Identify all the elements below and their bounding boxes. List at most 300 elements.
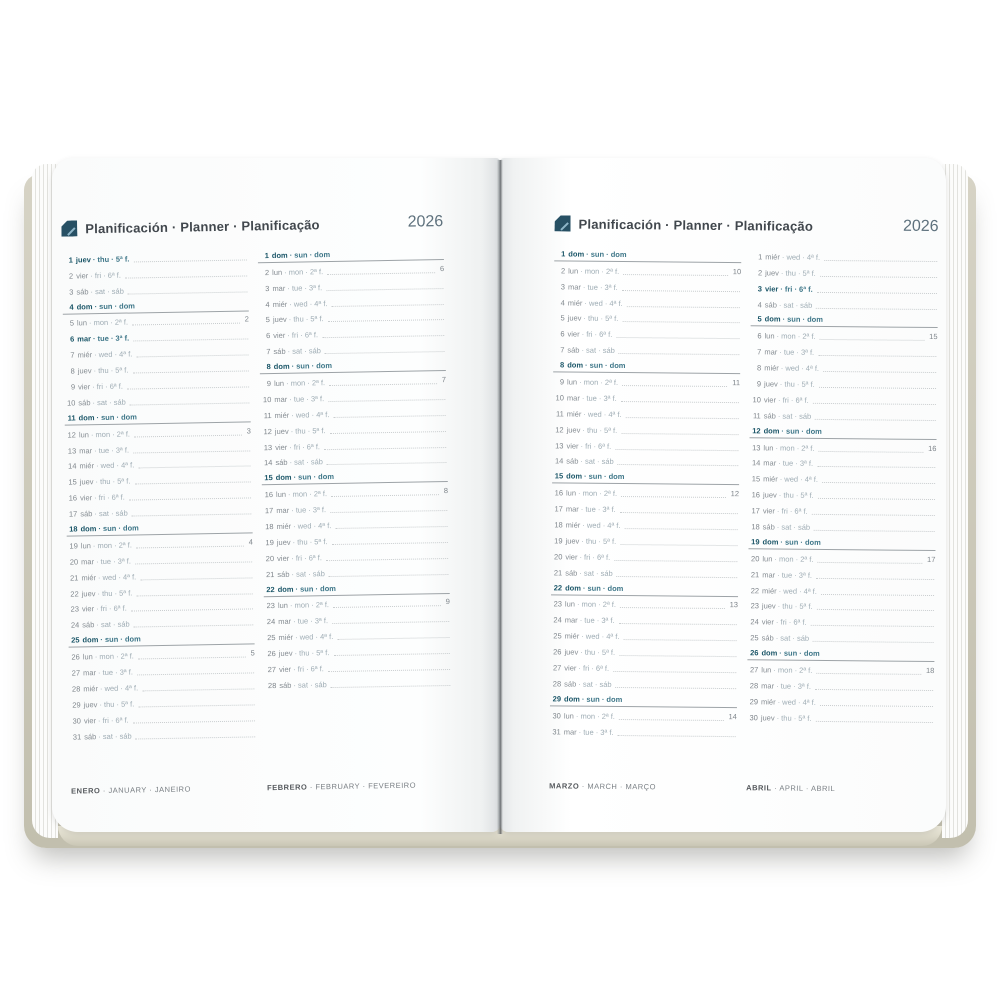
ruled-line — [624, 528, 737, 530]
day-row — [551, 547, 738, 565]
day-number: 28 — [267, 680, 277, 691]
day-number: 13 — [752, 442, 761, 452]
day-name-en-pt: · fri · 6ª f. — [95, 604, 127, 614]
day-name-es: lun — [272, 267, 283, 277]
ruled-line — [622, 290, 740, 292]
day-name-es: sáb — [84, 731, 97, 741]
day-name-es: dom — [761, 648, 778, 658]
week-number: 3 — [246, 426, 251, 436]
day-name-es: juev — [565, 536, 580, 546]
ruled-line — [133, 259, 246, 262]
day-name-es: juev — [761, 601, 776, 611]
ruled-line — [333, 606, 441, 609]
day-name-es: miér — [765, 252, 780, 262]
day-number: 12 — [263, 426, 272, 436]
month-name-es: MARZO — [549, 781, 580, 791]
day-number: 28 — [552, 679, 562, 689]
ruled-line — [332, 621, 449, 624]
day-number: 28 — [749, 681, 759, 691]
ruled-line — [138, 704, 254, 707]
page-title: Planificación · Planner · Planificação — [578, 216, 814, 234]
day-number: 27 — [267, 665, 277, 675]
day-number: 24 — [70, 620, 80, 630]
day-number: 9 — [559, 377, 565, 387]
day-name-es: mar — [272, 283, 286, 293]
ruled-line — [139, 307, 248, 309]
month-footer — [746, 783, 835, 793]
ruled-line — [132, 323, 240, 326]
day-row — [553, 341, 740, 359]
year-label: 2026 — [407, 213, 444, 231]
day-name-es: mar — [564, 615, 578, 625]
day-name-en-pt: · sun · dom — [781, 426, 822, 436]
ruled-line — [125, 275, 247, 278]
ruled-line — [627, 306, 740, 308]
month-footer — [549, 781, 656, 791]
day-number: 6 — [70, 334, 75, 344]
ruled-line — [327, 462, 447, 465]
day-name-es: lun — [80, 541, 91, 551]
day-number: 6 — [757, 331, 762, 341]
day-number: 14 — [554, 456, 564, 466]
week-number: 6 — [439, 263, 445, 273]
day-name-en-pt: · fri · 6ª f. — [777, 395, 809, 405]
day-name-es: juev — [79, 477, 94, 487]
day-number: 8 — [757, 363, 762, 373]
ruled-line — [620, 512, 738, 514]
day-name-en-pt: · sun · dom — [94, 300, 136, 311]
day-row — [552, 515, 739, 533]
month-column-february — [258, 244, 454, 807]
ruled-line — [616, 687, 737, 689]
day-name-en-pt: · fri · 6ª f. — [287, 330, 319, 341]
ruled-line — [330, 431, 446, 434]
day-row — [554, 245, 741, 263]
day-row — [750, 343, 937, 361]
day-name-es: juev — [274, 426, 289, 436]
day-number: 18 — [265, 522, 274, 532]
ruled-line — [333, 653, 449, 656]
ruled-line — [817, 466, 935, 468]
day-name-es: dom — [762, 537, 779, 547]
day-name-en-pt: · tue · 3ª f. — [580, 504, 616, 515]
ruled-line — [812, 514, 935, 516]
day-row — [551, 531, 738, 549]
day-name-en-pt: · fri · 6ª f. — [291, 553, 322, 563]
day-name-en-pt: · thu · 5ª f. — [93, 365, 129, 376]
day-number: 29 — [749, 697, 759, 707]
ruled-line — [329, 383, 437, 386]
day-name-en-pt: · thu · 5ª f. — [780, 268, 816, 278]
day-number: 10 — [752, 395, 761, 405]
week-number: 9 — [445, 597, 450, 607]
day-rows — [62, 247, 257, 743]
day-name-es: sáb — [565, 568, 578, 578]
day-number: 2 — [264, 267, 270, 277]
day-name-en-pt: · thu · 5ª f. — [776, 713, 812, 723]
ruled-line — [619, 655, 736, 657]
day-row — [749, 501, 936, 519]
day-name-en-pt: · fri · 6ª f. — [94, 492, 125, 503]
ruled-line — [330, 510, 447, 513]
day-name-en-pt: · mon · 2ª f. — [774, 554, 814, 564]
day-name-es: juev — [564, 647, 579, 657]
book-gutter-shadow — [497, 160, 503, 834]
day-name-en-pt: · mon · 2ª f. — [773, 665, 813, 675]
ruled-line — [619, 719, 724, 721]
month-column-april — [746, 247, 938, 809]
ruled-line — [621, 401, 739, 403]
day-name-en-pt: · thu · 5ª f. — [290, 425, 326, 436]
day-name-es: lun — [565, 488, 577, 498]
day-number: 21 — [265, 569, 275, 579]
day-name-es: dom — [78, 412, 95, 423]
day-name-en-pt: · tue · 3ª f. — [291, 505, 327, 515]
day-row — [750, 390, 937, 408]
ruled-line — [817, 562, 922, 564]
day-row — [550, 722, 737, 740]
day-number: 16 — [751, 490, 761, 500]
day-name-en-pt: · wed · 4ª f. — [99, 683, 139, 694]
month-name-es: ABRIL — [746, 783, 772, 793]
day-name-es: dom — [566, 471, 583, 482]
day-number: 6 — [560, 329, 565, 339]
ruled-line — [814, 530, 935, 532]
day-name-es: vier — [565, 552, 578, 562]
day-name-es: dom — [273, 361, 290, 372]
day-name-en-pt: · fri · 6ª f. — [293, 664, 324, 674]
day-name-es: dom — [565, 583, 581, 593]
day-number: 4 — [265, 299, 270, 309]
day-row — [750, 358, 937, 376]
month-footer — [71, 785, 191, 796]
ruled-line — [132, 371, 248, 374]
day-name-es: sáb — [762, 522, 775, 532]
ruled-line — [623, 274, 728, 276]
day-name-en-pt: · tue · 3ª f. — [289, 394, 325, 404]
day-row — [750, 327, 937, 345]
ruled-line — [816, 673, 921, 675]
day-number: 17 — [68, 509, 78, 519]
day-name-en-pt: · mon · 2ª f. — [94, 651, 134, 662]
day-row — [552, 452, 739, 470]
day-name-en-pt: · sun · dom — [583, 472, 625, 482]
day-number: 22 — [70, 589, 79, 599]
day-name-en-pt: · thu · 5ª f. — [92, 254, 130, 265]
day-name-es: mar — [77, 334, 92, 344]
day-row — [748, 581, 935, 599]
month-name-en-pt: · MARCH · MARÇO — [579, 781, 656, 792]
ruled-line — [627, 592, 737, 593]
day-row — [552, 436, 739, 454]
day-name-en-pt: · sat · sáb — [94, 508, 128, 519]
day-name-es: dom — [764, 314, 781, 324]
day-number: 17 — [554, 504, 563, 514]
day-row — [747, 645, 934, 663]
day-number: 8 — [560, 360, 565, 370]
day-name-es: lun — [762, 554, 773, 564]
day-name-es: vier — [76, 271, 89, 281]
day-name-en-pt: · thu · 5ª f. — [581, 536, 617, 546]
month-name-en-pt: · JANUARY · JANEIRO — [100, 784, 191, 796]
ruled-line — [615, 449, 738, 451]
day-row — [749, 470, 936, 488]
day-name-es: juev — [272, 315, 287, 325]
day-name-es: mar — [563, 727, 577, 737]
day-name-es: miér — [272, 299, 288, 309]
week-number: 15 — [929, 332, 938, 342]
day-name-es: mar — [79, 445, 93, 456]
day-number: 23 — [553, 599, 562, 609]
ruled-line — [818, 355, 936, 357]
day-number: 7 — [70, 350, 75, 360]
day-name-es: vier — [78, 382, 91, 392]
day-row — [70, 724, 256, 743]
day-row — [552, 468, 739, 486]
day-number: 17 — [264, 506, 274, 516]
day-name-es: sáb — [273, 347, 286, 357]
day-name-en-pt: · wed · 4ª f. — [778, 586, 817, 596]
day-name-es: lun — [763, 442, 774, 453]
day-row — [749, 438, 936, 456]
day-name-en-pt: · wed · 4ª f. — [94, 349, 133, 360]
day-row — [554, 293, 741, 311]
day-row — [748, 565, 935, 583]
ruled-line — [134, 482, 250, 485]
ruled-line — [818, 450, 923, 452]
day-name-en-pt: · mon · 2ª f. — [575, 711, 615, 721]
ruled-line — [821, 594, 934, 596]
ruled-line — [130, 402, 250, 405]
week-number: 7 — [441, 375, 447, 385]
day-name-en-pt: · mon · 2ª f. — [284, 266, 324, 277]
day-row — [554, 309, 741, 327]
day-name-en-pt: · wed · 4ª f. — [584, 298, 623, 308]
day-rows — [550, 245, 742, 739]
day-number: 10 — [66, 398, 76, 408]
day-number: 24 — [750, 617, 759, 627]
day-name-en-pt: · tue · 3ª f. — [578, 727, 614, 737]
day-name-en-pt: · wed · 4ª f. — [295, 632, 334, 642]
day-name-es: lun — [277, 601, 289, 611]
planner-book — [14, 158, 986, 848]
day-name-en-pt: · sun · dom — [98, 523, 139, 534]
ruled-line — [326, 558, 448, 561]
day-row — [551, 627, 738, 645]
day-name-en-pt: · wed · 4ª f. — [95, 460, 135, 471]
day-name-es: mar — [764, 347, 778, 357]
day-name-en-pt: · thu · 5ª f. — [778, 490, 814, 501]
day-name-en-pt: · sat · sáb — [778, 300, 813, 310]
ruled-line — [820, 705, 933, 707]
day-name-es: dom — [568, 249, 585, 259]
day-number: 1 — [561, 249, 566, 259]
day-name-en-pt: · wed · 4ª f. — [582, 520, 621, 531]
day-name-en-pt: · fri · 6ª f. — [780, 284, 813, 294]
day-row — [748, 613, 935, 631]
day-name-en-pt: · tue · 3ª f. — [92, 333, 130, 344]
ruled-line — [614, 560, 737, 562]
day-number: 2 — [68, 271, 74, 281]
day-number: 15 — [68, 477, 77, 487]
day-number: 16 — [554, 488, 564, 498]
day-number: 31 — [552, 726, 561, 737]
day-name-en-pt: · sat · sáb — [578, 679, 612, 689]
day-name-es: sáb — [78, 398, 91, 408]
day-number: 23 — [266, 601, 276, 611]
day-name-en-pt: · tue · 3ª f. — [582, 282, 618, 292]
day-number: 7 — [266, 347, 271, 357]
day-number: 28 — [71, 684, 81, 694]
ruled-line — [813, 641, 934, 643]
ruled-line — [823, 371, 936, 373]
day-name-en-pt: · sat · sáb — [289, 457, 323, 468]
day-name-es: miér — [276, 521, 292, 532]
day-name-en-pt: · sat · sáb — [581, 345, 615, 356]
day-name-es: miér — [81, 572, 97, 583]
day-number: 30 — [72, 716, 81, 726]
week-number: 17 — [927, 554, 936, 564]
day-name-en-pt: · sun · dom — [581, 694, 623, 704]
day-name-es: miér — [762, 585, 777, 596]
ruled-line — [819, 387, 936, 389]
ruled-line — [617, 735, 735, 737]
day-number: 22 — [553, 582, 563, 593]
day-number: 1 — [758, 252, 763, 262]
ruled-line — [332, 542, 448, 545]
ruled-line — [136, 355, 248, 358]
ruled-line — [617, 576, 738, 578]
ruled-line — [817, 292, 937, 294]
day-number: 3 — [560, 282, 566, 292]
day-name-en-pt: · sat · sáb — [777, 411, 812, 421]
day-name-en-pt: · wed · 4ª f. — [291, 409, 330, 420]
day-number: 29 — [72, 700, 81, 710]
day-row — [265, 673, 451, 692]
day-number: 4 — [560, 297, 565, 308]
day-number: 12 — [555, 425, 564, 435]
day-number: 19 — [751, 537, 760, 547]
day-name-es: mar — [761, 681, 775, 691]
week-number: 4 — [248, 537, 253, 547]
day-row — [550, 706, 737, 724]
ruled-line — [817, 609, 934, 611]
day-name-en-pt: · wed · 4ª f. — [779, 474, 818, 485]
day-name-en-pt: · wed · 4ª f. — [289, 298, 328, 309]
day-number: 20 — [69, 557, 79, 567]
day-name-es: juev — [566, 425, 581, 435]
ruled-line — [626, 703, 736, 704]
day-name-en-pt: · wed · 4ª f. — [293, 521, 332, 531]
day-name-es: dom — [76, 301, 93, 312]
day-name-en-pt: · fri · 6ª f. — [578, 663, 610, 673]
day-row — [750, 406, 937, 424]
day-name-en-pt: · mon · 2ª f. — [580, 266, 620, 276]
day-row — [750, 374, 937, 392]
month-columns — [549, 245, 938, 809]
day-name-es: mar — [81, 556, 95, 567]
day-name-es: miér — [565, 520, 581, 530]
day-name-en-pt: · sun · dom — [100, 634, 141, 645]
day-row — [748, 549, 935, 567]
day-number: 7 — [560, 345, 565, 355]
day-number: 15 — [264, 473, 273, 483]
day-name-es: miér — [567, 298, 583, 308]
day-name-en-pt: · tue · 3ª f. — [776, 681, 812, 691]
ruled-line — [613, 671, 736, 673]
day-name-es: juev — [77, 366, 92, 376]
day-number: 5 — [69, 318, 75, 329]
year-label: 2026 — [902, 217, 939, 236]
day-name-en-pt: · fri · 6ª f. — [92, 381, 123, 392]
day-name-en-pt: · mon · 2ª f. — [90, 429, 131, 439]
day-name-en-pt: · thu · 5ª f. — [95, 476, 131, 487]
week-number: 14 — [728, 711, 737, 721]
day-name-es: juev — [81, 588, 96, 598]
day-name-es: lun — [78, 429, 90, 440]
day-name-en-pt: · sat · sáb — [98, 731, 132, 741]
day-name-en-pt: · mon · 2ª f. — [579, 377, 619, 388]
day-number: 30 — [749, 712, 758, 723]
ruled-line — [134, 434, 242, 437]
day-name-en-pt: · sat · sáb — [579, 568, 613, 578]
day-name-es: sáb — [567, 345, 580, 355]
ruled-line — [827, 323, 937, 324]
day-name-en-pt: · sat · sáb — [96, 619, 130, 630]
day-number: 27 — [71, 668, 81, 678]
day-number: 20 — [751, 554, 760, 564]
ruled-line — [820, 276, 937, 278]
day-name-en-pt: · sun · dom — [289, 249, 331, 260]
ruled-line — [338, 478, 447, 480]
day-row — [552, 484, 739, 502]
ruled-line — [128, 291, 248, 294]
ruled-line — [127, 386, 249, 389]
brand-mark-icon — [555, 215, 571, 231]
day-number: 23 — [750, 601, 759, 611]
day-rows — [258, 244, 452, 692]
day-name-es: vier — [761, 617, 774, 627]
ruled-line — [626, 417, 739, 419]
ruled-line — [336, 367, 445, 369]
day-name-es: vier — [273, 331, 286, 341]
day-name-en-pt: · tue · 3ª f. — [97, 667, 133, 678]
day-name-en-pt: · wed · 4ª f. — [581, 631, 620, 642]
day-row — [550, 659, 737, 677]
day-number: 16 — [68, 493, 78, 503]
day-number: 9 — [266, 379, 272, 389]
day-name-en-pt: · tue · 3ª f. — [777, 570, 813, 580]
day-name-es: lun — [568, 266, 579, 276]
day-number: 26 — [750, 648, 759, 658]
day-name-es: sáb — [764, 299, 777, 310]
day-number: 18 — [69, 524, 78, 534]
ruled-line — [325, 351, 445, 354]
day-name-en-pt: · sun · dom — [96, 412, 137, 422]
day-number: 15 — [554, 471, 564, 481]
ruled-line — [142, 688, 254, 691]
day-name-es: mar — [276, 505, 290, 516]
day-row — [550, 674, 737, 692]
day-number: 6 — [265, 331, 271, 341]
day-name-es: juev — [764, 379, 778, 389]
ruled-line — [621, 496, 726, 498]
day-name-es: sáb — [76, 286, 89, 297]
day-row — [751, 247, 938, 265]
day-name-en-pt: · wed · 4ª f. — [777, 697, 816, 707]
day-number: 9 — [70, 382, 76, 392]
day-rows — [747, 247, 939, 725]
